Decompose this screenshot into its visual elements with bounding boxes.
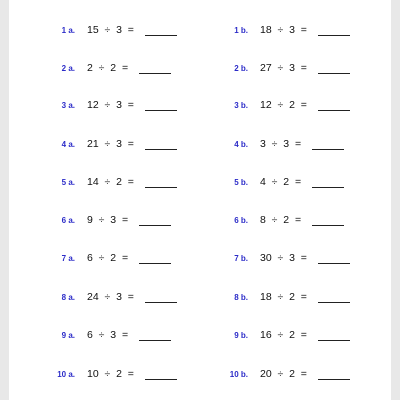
problem-label: 8 a. [61, 293, 75, 302]
answer-blank[interactable] [318, 263, 350, 264]
problem-10b [220, 368, 390, 382]
answer-blank[interactable] [139, 340, 171, 341]
problem-3a [47, 99, 217, 113]
problem-5a [47, 176, 217, 190]
problem-5b [220, 176, 390, 190]
answer-blank[interactable] [318, 302, 350, 303]
problem-10a [47, 368, 217, 382]
problem-expression: 2 ÷ 2 = [87, 62, 129, 74]
problem-expression: 24 ÷ 3 = [87, 291, 134, 303]
problem-label: 5 b. [234, 178, 248, 187]
problem-label: 10 a. [57, 370, 75, 379]
problem-expression: 18 ÷ 3 = [260, 24, 307, 36]
problem-label: 4 b. [234, 140, 248, 149]
problem-label: 8 b. [234, 293, 248, 302]
problem-3b [220, 99, 390, 113]
problem-6a [47, 214, 217, 228]
problem-column-b [220, 0, 390, 400]
problem-expression: 4 ÷ 2 = [260, 176, 302, 188]
problem-label: 9 b. [234, 331, 248, 340]
answer-blank[interactable] [145, 379, 177, 380]
problem-7a [47, 252, 217, 266]
problem-label: 6 a. [61, 216, 75, 225]
problem-7b [220, 252, 390, 266]
problem-8b [220, 291, 390, 305]
problem-9b [220, 329, 390, 343]
problem-6b [220, 214, 390, 228]
problem-2b [220, 62, 390, 76]
answer-blank[interactable] [312, 225, 344, 226]
problem-label: 4 a. [61, 140, 75, 149]
problem-label: 2 a. [61, 64, 75, 73]
problem-label: 7 b. [234, 254, 248, 263]
problem-expression: 3 ÷ 3 = [260, 138, 302, 150]
problem-expression: 14 ÷ 2 = [87, 176, 134, 188]
answer-blank[interactable] [145, 110, 177, 111]
problem-expression: 18 ÷ 2 = [260, 291, 307, 303]
answer-blank[interactable] [145, 187, 177, 188]
problem-expression: 30 ÷ 3 = [260, 252, 307, 264]
problem-label: 6 b. [234, 216, 248, 225]
problem-expression: 8 ÷ 2 = [260, 214, 302, 226]
problem-expression: 12 ÷ 3 = [87, 99, 134, 111]
problem-label: 1 b. [234, 26, 248, 35]
answer-blank[interactable] [318, 35, 350, 36]
problem-expression: 21 ÷ 3 = [87, 138, 134, 150]
answer-blank[interactable] [145, 302, 177, 303]
problem-label: 3 b. [234, 101, 248, 110]
answer-blank[interactable] [145, 35, 177, 36]
problem-8a [47, 291, 217, 305]
answer-blank[interactable] [312, 187, 344, 188]
problem-1b [220, 24, 390, 38]
problem-label: 1 a. [61, 26, 75, 35]
answer-blank[interactable] [318, 110, 350, 111]
problem-label: 2 b. [234, 64, 248, 73]
problem-expression: 20 ÷ 2 = [260, 368, 307, 380]
problem-4b [220, 138, 390, 152]
problem-expression: 9 ÷ 3 = [87, 214, 129, 226]
problem-label: 9 a. [61, 331, 75, 340]
problem-1a [47, 24, 217, 38]
problem-label: 3 a. [61, 101, 75, 110]
problem-2a [47, 62, 217, 76]
problem-expression: 27 ÷ 3 = [260, 62, 307, 74]
problem-label: 7 a. [61, 254, 75, 263]
answer-blank[interactable] [318, 379, 350, 380]
answer-blank[interactable] [318, 340, 350, 341]
answer-blank[interactable] [318, 73, 350, 74]
answer-blank[interactable] [312, 149, 344, 150]
problem-expression: 6 ÷ 2 = [87, 252, 129, 264]
answer-blank[interactable] [139, 225, 171, 226]
problem-expression: 10 ÷ 2 = [87, 368, 134, 380]
problem-expression: 15 ÷ 3 = [87, 24, 134, 36]
problem-expression: 12 ÷ 2 = [260, 99, 307, 111]
problem-label: 5 a. [61, 178, 75, 187]
worksheet-page [9, 0, 391, 400]
answer-blank[interactable] [139, 263, 171, 264]
problem-expression: 6 ÷ 3 = [87, 329, 129, 341]
problem-9a [47, 329, 217, 343]
problem-4a [47, 138, 217, 152]
answer-blank[interactable] [139, 73, 171, 74]
problem-column-a [47, 0, 217, 400]
problem-label: 10 b. [229, 370, 248, 379]
problem-expression: 16 ÷ 2 = [260, 329, 307, 341]
answer-blank[interactable] [145, 149, 177, 150]
